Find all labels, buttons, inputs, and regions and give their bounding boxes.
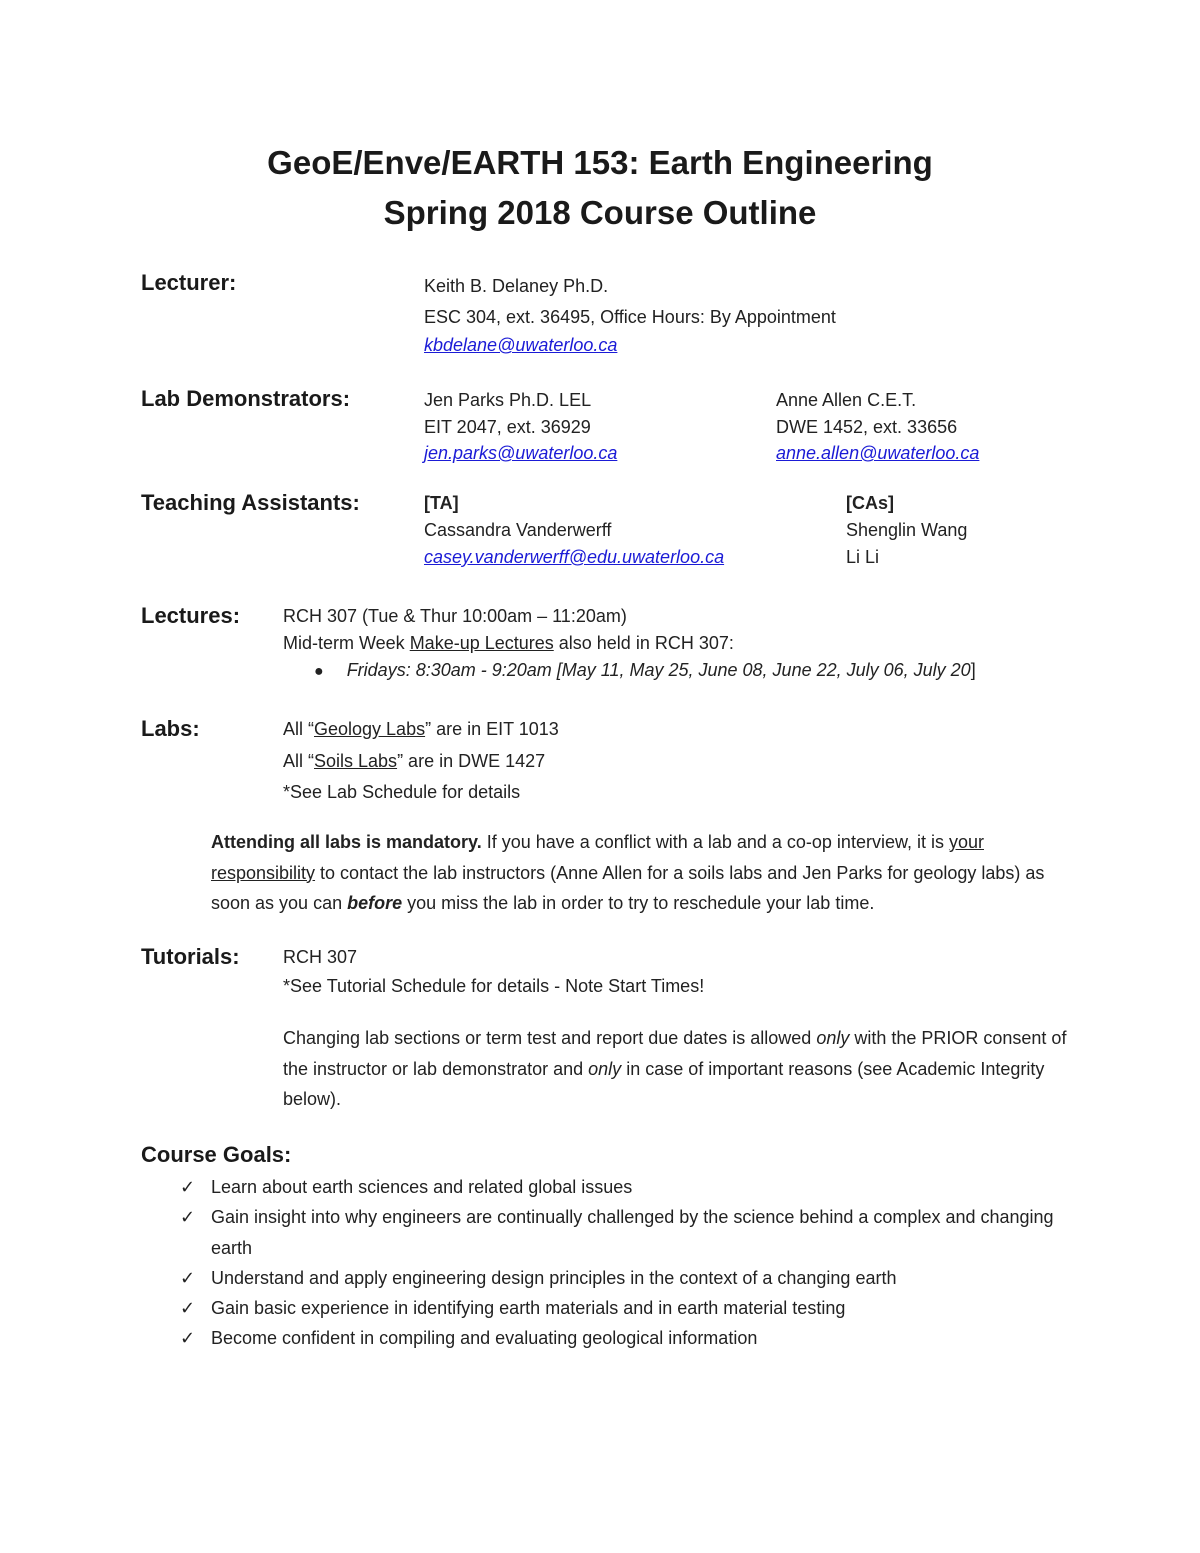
demonstrator-1-name: Jen Parks Ph.D. LEL [424, 390, 592, 410]
checkmark-icon: ✓ [180, 1207, 196, 1227]
lecturer-name: Keith B. Delaney Ph.D. [424, 276, 609, 296]
demonstrator-2-office: DWE 1452, ext. 33656 [776, 417, 958, 437]
lecturer-heading: Lecturer: [141, 270, 237, 295]
checkmark-icon: ✓ [180, 1328, 196, 1348]
tutorials-heading: Tutorials: [141, 944, 240, 969]
goal-item-3: Understand and apply engineering design principles in the context of a changing earth [211, 1268, 897, 1288]
fridays-schedule: Fridays: 8:30am - 9:20am [May 11, May 25, June 08, June 22, July 06, July 20 [346, 660, 971, 680]
ta-label: [TA] [424, 493, 459, 513]
lecturer-email-link[interactable]: kbdelane@uwaterloo.ca [424, 335, 618, 355]
makeup-lectures-line: Mid-term Week Make-up Lectures also held in RCH 307: [283, 633, 734, 653]
geology-labs-text: Geology Labs [314, 719, 426, 739]
ta-email-link[interactable]: casey.vanderwerff@edu.uwaterloo.ca [424, 547, 725, 567]
goal-item-5: Become confident in compiling and evaluating geological information [211, 1328, 758, 1348]
document-subtitle: Spring 2018 Course Outline [383, 194, 817, 231]
demonstrator-1-office: EIT 2047, ext. 36929 [424, 417, 591, 437]
soils-labs-text: Soils Labs [314, 751, 398, 771]
checkmark-icon: ✓ [180, 1177, 196, 1197]
demonstrator-1-email-link[interactable]: jen.parks@uwaterloo.ca [424, 443, 618, 463]
lectures-heading: Lectures: [141, 603, 241, 628]
tutorials-location: RCH 307 [283, 947, 358, 967]
bullet-icon: ● [314, 663, 324, 680]
checkmark-icon: ✓ [180, 1298, 196, 1318]
lab-schedule-note: *See Lab Schedule for details [283, 782, 521, 802]
ca-label: [CAs] [846, 493, 894, 513]
goal-item-1: Learn about earth sciences and related global issues [211, 1177, 633, 1197]
document-title: GeoE/Enve/EARTH 153: Earth Engineering [267, 144, 933, 181]
lecturer-office: ESC 304, ext. 36495, Office Hours: By Appointment [424, 307, 836, 327]
goal-item-2: Gain insight into why engineers are continually challenged by the science behind a complex and changing earth [211, 1207, 1054, 1258]
goal-item-4: Gain basic experience in identifying earth materials and in earth material testing [211, 1298, 846, 1318]
teaching-assistants-heading: Teaching Assistants: [141, 490, 360, 515]
soils-labs-line: All “Soils Labs” are in DWE 1427 [283, 751, 546, 771]
lab-demonstrators-heading: Lab Demonstrators: [141, 386, 351, 411]
course-goals-heading: Course Goals: [141, 1142, 292, 1167]
ta-name: Cassandra Vanderwerff [424, 520, 612, 540]
labs-heading: Labs: [141, 716, 200, 741]
labs-mandatory-paragraph: Attending all labs is mandatory. If you have a conflict with a lab and a co-op interview, it is your responsibility to contact the lab instructors (Anne Allen for a soils labs and Jen Parks for geology labs) as soon as you can before you miss the lab in order to try to reschedule your lab time. [211, 832, 1045, 913]
fridays-bullet: ● Fridays: 8:30am - 9:20am [May 11, May 25, June 08, June 22, July 06, July 20] [314, 660, 976, 680]
changing-policy-paragraph: Changing lab sections or term test and report due dates is allowed only with the PRIOR consent of the instructor or lab demonstrator and only in case of important reasons (see Academic Integrity below). [283, 1028, 1067, 1109]
makeup-lectures-text: Make-up Lectures [409, 633, 554, 653]
ca-name-1: Shenglin Wang [846, 520, 968, 540]
demonstrator-2-email-link[interactable]: anne.allen@uwaterloo.ca [776, 443, 980, 463]
ca-name-2: Li Li [846, 547, 880, 567]
geology-labs-line: All “Geology Labs” are in EIT 1013 [283, 719, 559, 739]
demonstrator-2-name: Anne Allen C.E.T. [776, 390, 917, 410]
lectures-location: RCH 307 (Tue & Thur 10:00am – 11:20am) [283, 606, 627, 626]
tutorial-schedule-note: *See Tutorial Schedule for details - Note Start Times! [283, 976, 705, 996]
checkmark-icon: ✓ [180, 1268, 196, 1288]
